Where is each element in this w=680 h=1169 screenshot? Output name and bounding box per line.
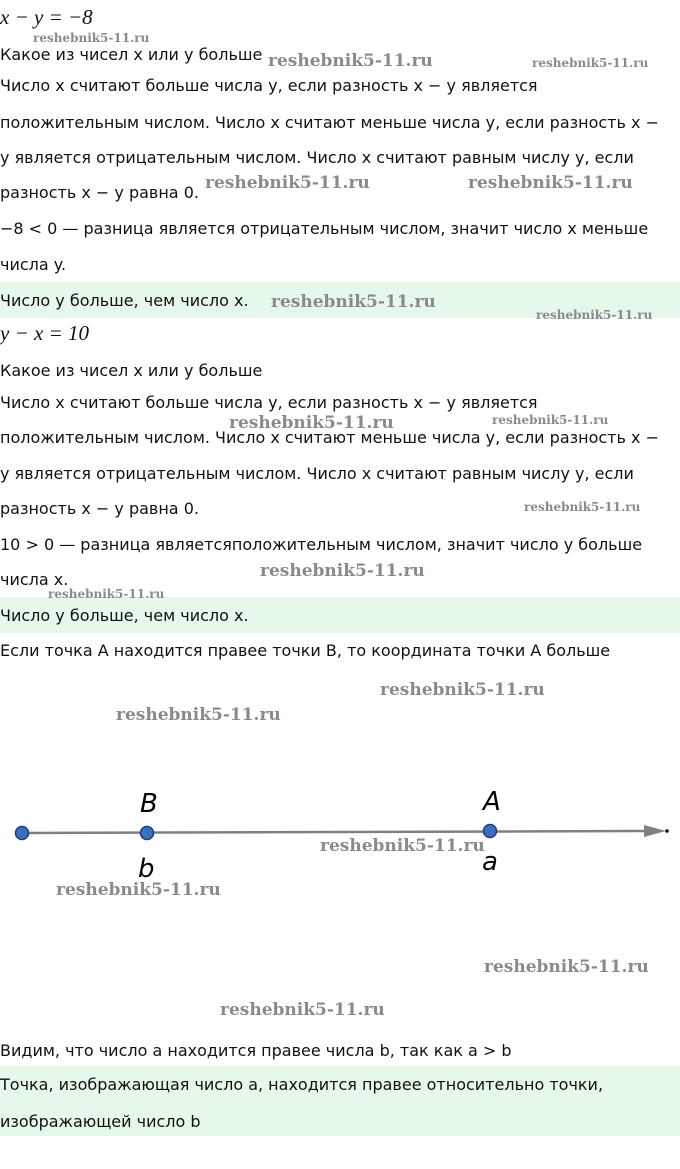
arrow-head-icon — [644, 825, 666, 837]
point-a — [484, 825, 497, 838]
reasoning-line: −8 < 0 — разница является отрицательным числом, значит число x меньше — [0, 219, 649, 238]
conclusion-text: Видим, что число a находится правее числа b, так как a > b — [0, 1041, 512, 1060]
reasoning-line: 10 > 0 — разница являетсяположительным числом, значит число y больше — [0, 535, 643, 554]
equation: y − x = 10 — [0, 321, 89, 345]
rule-line: положительным числом. Число x считают меньше числа y, если разность x − — [0, 428, 659, 447]
rule-line: Число x считают больше числа y, если разность x − y является — [0, 76, 538, 95]
watermark: reshebnik5-11.ru — [220, 1000, 385, 1020]
watermark: reshebnik5-11.ru — [492, 413, 609, 427]
watermark: reshebnik5-11.ru — [33, 31, 150, 45]
reasoning-line: числа y. — [0, 255, 67, 274]
watermark: reshebnik5-11.ru — [48, 587, 165, 601]
watermark: reshebnik5-11.ru — [320, 836, 485, 856]
watermark: reshebnik5-11.ru — [260, 561, 425, 581]
watermark: reshebnik5-11.ru — [484, 957, 649, 977]
point-b-coord: b — [138, 854, 155, 884]
rule-line: y является отрицательным числом. Число x считают равным числу y, если — [0, 464, 634, 483]
rule-line: y является отрицательным числом. Число x считают равным числу y, если — [0, 148, 634, 167]
watermark: reshebnik5-11.ru — [205, 173, 370, 193]
point-b — [141, 827, 154, 840]
watermark: reshebnik5-11.ru — [380, 680, 545, 700]
intro-text: Если точка A находится правее точки B, то координата точки A больше — [0, 641, 611, 660]
end-dot — [665, 829, 669, 833]
watermark: reshebnik5-11.ru — [536, 308, 653, 322]
equation: x − y = −8 — [0, 5, 93, 29]
watermark: reshebnik5-11.ru — [271, 292, 436, 312]
watermark: reshebnik5-11.ru — [116, 705, 281, 725]
point-left — [16, 827, 29, 840]
watermark: reshebnik5-11.ru — [56, 880, 221, 900]
rule-line: положительным числом. Число x считают меньше числа y, если разность x − — [0, 113, 659, 132]
point-a-coord: a — [482, 847, 498, 877]
watermark: reshebnik5-11.ru — [268, 51, 433, 71]
watermark: reshebnik5-11.ru — [468, 173, 633, 193]
rule-line: разность x − y равна 0. — [0, 183, 199, 202]
watermark: reshebnik5-11.ru — [532, 56, 649, 70]
answer-text: Точка, изображающая число a, находится правее относительно точки, — [0, 1075, 604, 1094]
question: Какое из чисел x или y больше — [0, 361, 263, 380]
answer-text: изображающей число b — [0, 1112, 201, 1131]
rule-line: разность x − y равна 0. — [0, 499, 199, 518]
reasoning-line: числа x. — [0, 570, 69, 589]
rule-line: Число x считают больше числа y, если разность x − y является — [0, 393, 538, 412]
watermark: reshebnik5-11.ru — [229, 413, 394, 433]
point-b-label: B — [140, 789, 158, 819]
point-a-label: A — [483, 787, 501, 817]
question: Какое из чисел x или y больше — [0, 45, 263, 64]
answer-text: Число y больше, чем число x. — [0, 291, 249, 310]
answer-text: Число y больше, чем число x. — [0, 606, 249, 625]
number-line — [22, 831, 648, 833]
watermark: reshebnik5-11.ru — [524, 500, 641, 514]
